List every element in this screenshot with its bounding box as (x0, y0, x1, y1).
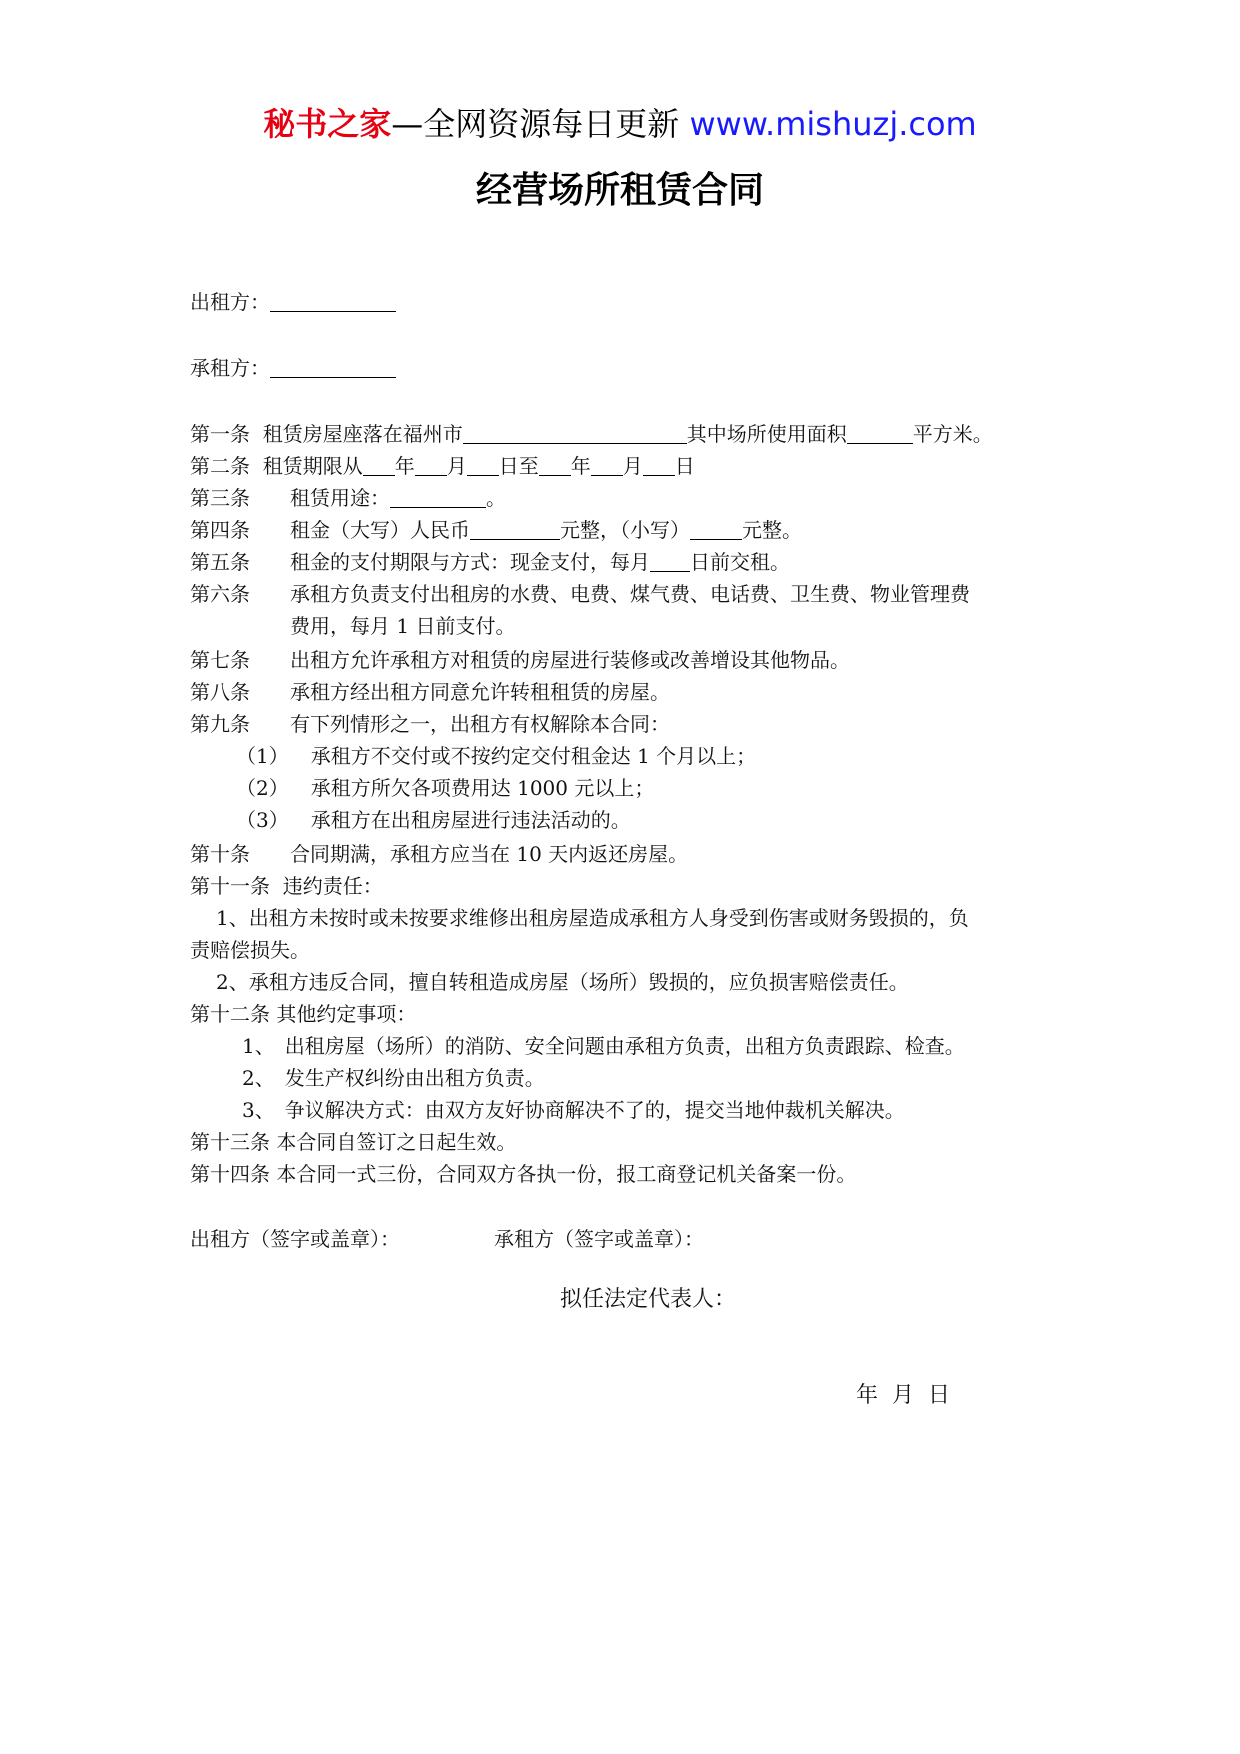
site-url[interactable]: www.mishuzj.com (689, 105, 977, 143)
list-number: 2、 (242, 1066, 275, 1090)
day-blank (650, 549, 690, 572)
amount-blank (690, 517, 742, 540)
list-item (242, 1064, 545, 1092)
list-number: （1） (236, 744, 289, 768)
article-label: 第二条 (190, 454, 250, 478)
article-text: 租金（大写）人民币 (290, 518, 470, 542)
article-text: 本合同自签订之日起生效。 (276, 1130, 517, 1154)
lessor-line (190, 288, 396, 316)
article-label: 第一条 (190, 422, 250, 446)
article-text: 月 (446, 454, 467, 478)
article-2 (190, 452, 695, 480)
date-blank (415, 453, 447, 476)
list-item (236, 774, 654, 802)
area-blank (847, 421, 913, 444)
article-7 (190, 646, 850, 674)
article-text: 违约责任： (282, 874, 383, 898)
date-blank (467, 453, 499, 476)
header-tagline: —全网资源每日更新 (391, 105, 690, 143)
article-text: 2、承租方违反合同，擅自转租造成房屋（场所）毁损的，应负损害赔偿责任。 (216, 970, 909, 994)
article-label: 第九条 (190, 712, 250, 736)
article-12 (190, 1000, 416, 1028)
article-9 (190, 710, 670, 738)
list-item (242, 1096, 905, 1124)
article-text: 元整。 (742, 518, 802, 542)
article-text: 元整，（小写） (560, 518, 690, 542)
article-4 (190, 516, 802, 544)
document-title: 经营场所租赁合同 (475, 169, 764, 211)
article-text: 租赁房屋座落在福州市 (262, 422, 463, 446)
article-label: 第十三条 (190, 1130, 270, 1154)
article-text: 年 (394, 454, 415, 478)
article-label: 第五条 (190, 550, 250, 574)
date-blank (591, 453, 623, 476)
article-text: 。 (486, 486, 506, 510)
date-blank (363, 453, 395, 476)
article-11 (190, 872, 383, 900)
article-label: 第七条 (190, 648, 250, 672)
article-11-p1-cont (190, 936, 310, 964)
article-text: 租金的支付期限与方式：现金支付，每月 (290, 550, 650, 574)
list-number: 3、 (242, 1098, 275, 1122)
article-text: 平方米。 (912, 422, 993, 446)
list-number: 1、 (242, 1034, 275, 1058)
article-10 (190, 840, 688, 868)
article-1 (190, 420, 993, 448)
article-3 (190, 484, 506, 512)
article-text: 日至 (498, 454, 539, 478)
article-label: 第十条 (190, 842, 250, 866)
amount-blank (470, 517, 560, 540)
list-item (236, 806, 631, 834)
lessee-signature: 承租方（签字或盖章）： (494, 1227, 704, 1251)
article-text: 日 (674, 454, 695, 478)
lessor-blank (270, 289, 396, 312)
article-text: 日前交租。 (690, 550, 790, 574)
article-label: 第四条 (190, 518, 250, 542)
article-6-cont (290, 612, 515, 640)
article-text: 出租方允许承租方对租赁的房屋进行装修或改善增设其他物品。 (290, 648, 850, 672)
article-13 (190, 1128, 516, 1156)
lessor-signature: 出租方（签字或盖章）： (190, 1227, 400, 1251)
article-text: 承租方负责支付出租房的水费、电费、煤气费、电话费、卫生费、物业管理费 (290, 582, 970, 606)
site-header (0, 104, 1240, 144)
article-text: 有下列情形之一，出租方有权解除本合同： (290, 712, 670, 736)
lessor-label: 出租方： (190, 290, 270, 314)
article-text: 费用，每月 1 日前支付。 (290, 614, 516, 638)
article-8 (190, 678, 670, 706)
list-text: 承租方在出租房屋进行违法活动的。 (310, 808, 631, 832)
article-text: 租赁用途： (290, 486, 390, 510)
article-14 (190, 1160, 856, 1188)
date-blank (643, 453, 675, 476)
list-item (236, 742, 756, 770)
article-text: 责赔偿损失。 (190, 938, 310, 962)
article-label: 第十二条 (190, 1002, 270, 1026)
list-number: （3） (236, 808, 289, 832)
article-6 (190, 580, 970, 608)
date-blank (539, 453, 571, 476)
article-text: 合同期满，承租方应当在 10 天内返还房屋。 (290, 842, 689, 866)
legal-representative: 拟任法定代表人： (560, 1287, 737, 1312)
article-text: 1、出租方未按时或未按要求维修出租房屋造成承租方人身受到伤害或财务毁损的，负 (216, 906, 969, 930)
article-text: 承租方经出租方同意允许转租租赁的房屋。 (290, 680, 670, 704)
purpose-blank (390, 485, 486, 508)
signature-date: 年 月 日 (856, 1383, 950, 1408)
list-text: 发生产权纠纷由出租方负责。 (284, 1066, 545, 1090)
lessee-label: 承租方： (190, 356, 270, 380)
article-label: 第三条 (190, 486, 250, 510)
city-blank (463, 421, 687, 444)
list-text: 出租房屋（场所）的消防、安全问题由承租方负责，出租方负责跟踪、检查。 (284, 1034, 965, 1058)
article-5 (190, 548, 790, 576)
lessee-line (190, 354, 396, 382)
article-text: 月 (622, 454, 643, 478)
article-text: 本合同一式三份，合同双方各执一份，报工商登记机关备案一份。 (276, 1162, 857, 1186)
list-text: 承租方所欠各项费用达 1000 元以上； (310, 776, 655, 800)
brand-name: 秘书之家 (263, 105, 392, 143)
article-11-p2 (216, 968, 909, 996)
article-label: 第十四条 (190, 1162, 270, 1186)
list-item (242, 1032, 965, 1060)
list-text: 争议解决方式：由双方友好协商解决不了的，提交当地仲裁机关解决。 (284, 1098, 905, 1122)
list-text: 承租方不交付或不按约定交付租金达 1 个月以上； (310, 744, 757, 768)
article-11-p1 (216, 904, 969, 932)
article-label: 第十一条 (190, 874, 270, 898)
lessee-blank (270, 355, 396, 378)
article-text: 其中场所使用面积 (686, 422, 847, 446)
list-number: （2） (236, 776, 289, 800)
article-label: 第六条 (190, 582, 250, 606)
article-label: 第八条 (190, 680, 250, 704)
article-text: 其他约定事项： (276, 1002, 417, 1026)
article-text: 年 (570, 454, 591, 478)
article-text: 租赁期限从 (262, 454, 363, 478)
